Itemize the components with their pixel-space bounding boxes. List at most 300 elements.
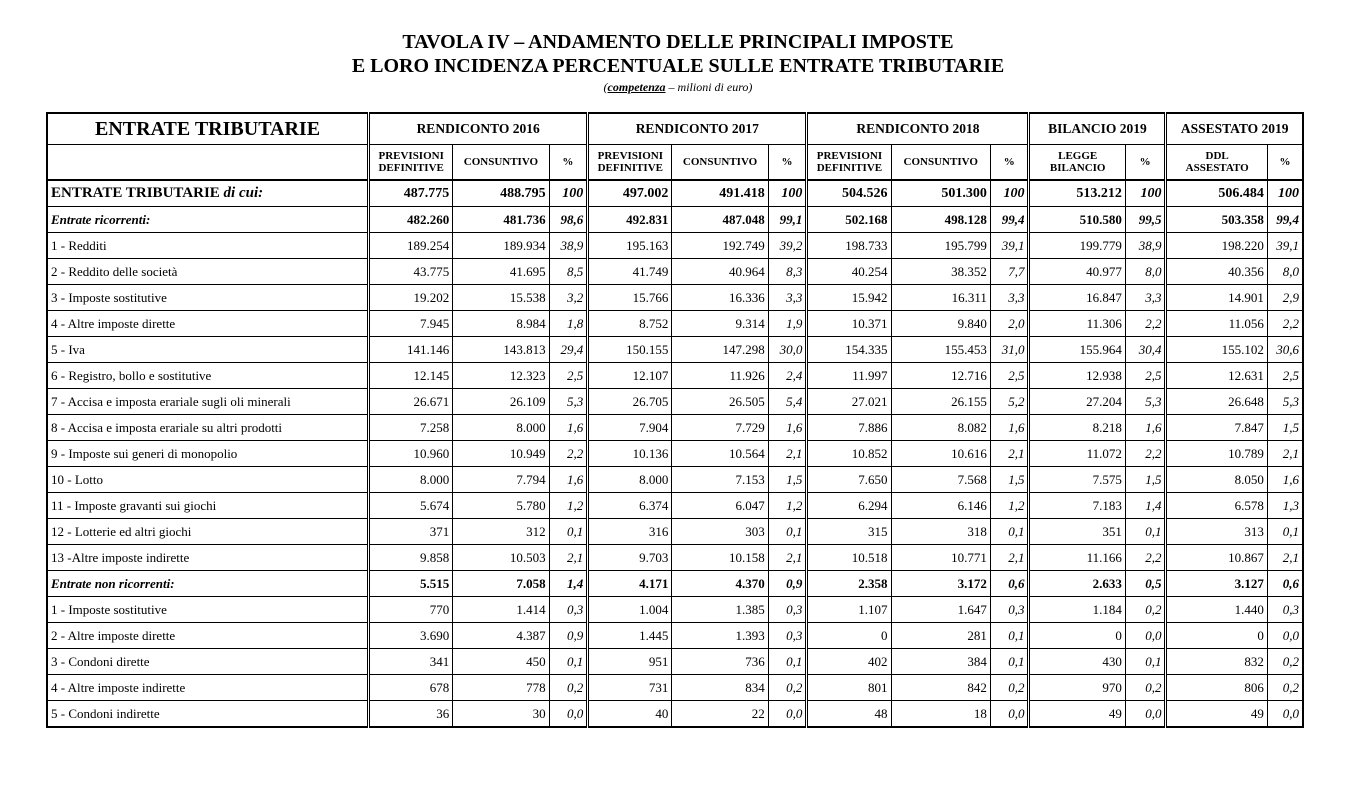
pct-cell: 1,6 — [549, 467, 588, 493]
value-cell: 155.102 — [1166, 337, 1267, 363]
value-cell: 1.004 — [588, 597, 672, 623]
pct-cell: 1,9 — [768, 311, 807, 337]
value-cell: 498.128 — [891, 207, 990, 233]
total-row — [47, 180, 1303, 207]
pct-cell: 0,2 — [1267, 675, 1303, 701]
value-cell: 736 — [672, 649, 768, 675]
value-cell: 38.352 — [891, 259, 990, 285]
value-cell: 11.072 — [1029, 441, 1125, 467]
value-cell: 14.901 — [1166, 285, 1267, 311]
header-previsioni: PREVISIONI DEFINITIVE — [369, 145, 453, 181]
pct-cell: 5,4 — [768, 389, 807, 415]
pct-cell: 0,1 — [1125, 519, 1166, 545]
value-cell: 8.050 — [1166, 467, 1267, 493]
pct-cell: 0,0 — [768, 701, 807, 728]
value-cell: 6.374 — [588, 493, 672, 519]
value-cell: 11.926 — [672, 363, 768, 389]
pct-cell: 0,2 — [768, 675, 807, 701]
pct-cell: 1,4 — [1125, 493, 1166, 519]
value-cell: 26.155 — [891, 389, 990, 415]
table-row — [47, 337, 1303, 363]
pct-cell: 1,5 — [990, 467, 1029, 493]
pct-cell: 3,3 — [768, 285, 807, 311]
value-cell: 1.184 — [1029, 597, 1125, 623]
value-cell: 15.538 — [453, 285, 549, 311]
pct-cell: 38,9 — [1125, 233, 1166, 259]
total-pct: 100 — [990, 180, 1029, 207]
value-cell: 10.616 — [891, 441, 990, 467]
header-pct: % — [1267, 145, 1303, 181]
table-row — [47, 415, 1303, 441]
value-cell: 492.831 — [588, 207, 672, 233]
pct-cell: 2,5 — [1267, 363, 1303, 389]
value-cell: 10.867 — [1166, 545, 1267, 571]
pct-cell: 2,1 — [768, 441, 807, 467]
value-cell: 1.385 — [672, 597, 768, 623]
header-group-bilancio-2019: BILANCIO 2019 — [1029, 113, 1166, 145]
value-cell: 41.695 — [453, 259, 549, 285]
header-previsioni: PREVISIONI DEFINITIVE — [588, 145, 672, 181]
value-cell: 778 — [453, 675, 549, 701]
value-cell: 384 — [891, 649, 990, 675]
value-cell: 806 — [1166, 675, 1267, 701]
pct-cell: 8,3 — [768, 259, 807, 285]
table-row — [47, 259, 1303, 285]
value-cell: 1.414 — [453, 597, 549, 623]
pct-cell: 2,2 — [1125, 545, 1166, 571]
value-cell: 189.254 — [369, 233, 453, 259]
pct-cell: 0,6 — [990, 571, 1029, 597]
pct-cell: 2,0 — [990, 311, 1029, 337]
row-label: 4 - Altre imposte indirette — [47, 675, 369, 701]
value-cell: 155.964 — [1029, 337, 1125, 363]
total-value: 506.484 — [1166, 180, 1267, 207]
pct-cell: 39,1 — [1267, 233, 1303, 259]
pct-cell: 31,0 — [990, 337, 1029, 363]
table-body — [47, 180, 1303, 727]
value-cell: 7.153 — [672, 467, 768, 493]
row-label: Entrate non ricorrenti: — [47, 571, 369, 597]
value-cell: 7.945 — [369, 311, 453, 337]
value-cell: 801 — [807, 675, 891, 701]
value-cell: 12.323 — [453, 363, 549, 389]
row-label: 4 - Altre imposte dirette — [47, 311, 369, 337]
value-cell: 7.568 — [891, 467, 990, 493]
value-cell: 19.202 — [369, 285, 453, 311]
pct-cell: 0,5 — [1125, 571, 1166, 597]
pct-cell: 8,0 — [1267, 259, 1303, 285]
pct-cell: 1,2 — [549, 493, 588, 519]
total-value: 504.526 — [807, 180, 891, 207]
total-value: 501.300 — [891, 180, 990, 207]
value-cell: 27.021 — [807, 389, 891, 415]
taxes-table — [46, 112, 1304, 728]
header-consuntivo: CONSUNTIVO — [672, 145, 768, 181]
pct-cell: 39,1 — [990, 233, 1029, 259]
header-legge-bilancio: LEGGE BILANCIO — [1029, 145, 1125, 181]
value-cell: 16.311 — [891, 285, 990, 311]
pct-cell: 2,1 — [1267, 441, 1303, 467]
value-cell: 43.775 — [369, 259, 453, 285]
value-cell: 8.000 — [369, 467, 453, 493]
value-cell: 12.938 — [1029, 363, 1125, 389]
pct-cell: 1,6 — [768, 415, 807, 441]
pct-cell: 0,3 — [768, 623, 807, 649]
pct-cell: 1,8 — [549, 311, 588, 337]
pct-cell: 0,9 — [549, 623, 588, 649]
row-label: 3 - Condoni dirette — [47, 649, 369, 675]
value-cell: 7.729 — [672, 415, 768, 441]
pct-cell: 2,9 — [1267, 285, 1303, 311]
pct-cell: 2,5 — [1125, 363, 1166, 389]
row-label: Entrate ricorrenti: — [47, 207, 369, 233]
header-pct: % — [1125, 145, 1166, 181]
value-cell: 10.503 — [453, 545, 549, 571]
value-cell: 147.298 — [672, 337, 768, 363]
value-cell: 27.204 — [1029, 389, 1125, 415]
pct-cell: 0,3 — [549, 597, 588, 623]
value-cell: 40.254 — [807, 259, 891, 285]
value-cell: 4.370 — [672, 571, 768, 597]
pct-cell: 7,7 — [990, 259, 1029, 285]
pct-cell: 0,1 — [768, 649, 807, 675]
pct-cell: 5,3 — [1125, 389, 1166, 415]
value-cell: 7.904 — [588, 415, 672, 441]
value-cell: 8.000 — [588, 467, 672, 493]
header-consuntivo: CONSUNTIVO — [891, 145, 990, 181]
value-cell: 351 — [1029, 519, 1125, 545]
value-cell: 11.306 — [1029, 311, 1125, 337]
header-group-assestato-2019: ASSESTATO 2019 — [1166, 113, 1303, 145]
header-group-2016: RENDICONTO 2016 — [369, 113, 588, 145]
value-cell: 26.671 — [369, 389, 453, 415]
value-cell: 16.847 — [1029, 285, 1125, 311]
total-pct: 100 — [768, 180, 807, 207]
pct-cell: 0,1 — [768, 519, 807, 545]
pct-cell: 2,5 — [990, 363, 1029, 389]
table-row — [47, 311, 1303, 337]
pct-cell: 99,1 — [768, 207, 807, 233]
value-cell: 49 — [1029, 701, 1125, 728]
pct-cell: 30,0 — [768, 337, 807, 363]
value-cell: 26.648 — [1166, 389, 1267, 415]
value-cell: 10.789 — [1166, 441, 1267, 467]
value-cell: 502.168 — [807, 207, 891, 233]
row-label: 3 - Imposte sostitutive — [47, 285, 369, 311]
value-cell: 7.886 — [807, 415, 891, 441]
value-cell: 40 — [588, 701, 672, 728]
value-cell: 8.000 — [453, 415, 549, 441]
pct-cell: 1,4 — [549, 571, 588, 597]
value-cell: 510.580 — [1029, 207, 1125, 233]
value-cell: 199.779 — [1029, 233, 1125, 259]
value-cell: 1.440 — [1166, 597, 1267, 623]
pct-cell: 2,2 — [549, 441, 588, 467]
value-cell: 6.294 — [807, 493, 891, 519]
total-pct: 100 — [1125, 180, 1166, 207]
value-cell: 18 — [891, 701, 990, 728]
header-group-2017: RENDICONTO 2017 — [588, 113, 807, 145]
value-cell: 7.650 — [807, 467, 891, 493]
value-cell: 5.780 — [453, 493, 549, 519]
pct-cell: 38,9 — [549, 233, 588, 259]
pct-cell: 0,2 — [549, 675, 588, 701]
total-label: ENTRATE TRIBUTARIE di cui: — [47, 180, 369, 207]
section-row — [47, 571, 1303, 597]
table-row — [47, 389, 1303, 415]
value-cell: 3.172 — [891, 571, 990, 597]
value-cell: 12.631 — [1166, 363, 1267, 389]
pct-cell: 0,1 — [1267, 519, 1303, 545]
pct-cell: 2,4 — [768, 363, 807, 389]
pct-cell: 0,0 — [1267, 623, 1303, 649]
row-label: 5 - Iva — [47, 337, 369, 363]
table-row — [47, 623, 1303, 649]
value-cell: 1.107 — [807, 597, 891, 623]
value-cell: 341 — [369, 649, 453, 675]
value-cell: 195.163 — [588, 233, 672, 259]
table-row — [47, 701, 1303, 728]
pct-cell: 1,6 — [1267, 467, 1303, 493]
pct-cell: 0,0 — [1125, 701, 1166, 728]
pct-cell: 0,6 — [1267, 571, 1303, 597]
pct-cell: 2,1 — [1267, 545, 1303, 571]
pct-cell: 99,4 — [1267, 207, 1303, 233]
pct-cell: 0,0 — [549, 701, 588, 728]
pct-cell: 2,1 — [990, 441, 1029, 467]
value-cell: 11.997 — [807, 363, 891, 389]
row-label: 11 - Imposte gravanti sui giochi — [47, 493, 369, 519]
value-cell: 951 — [588, 649, 672, 675]
value-cell: 482.260 — [369, 207, 453, 233]
value-cell: 12.716 — [891, 363, 990, 389]
value-cell: 48 — [807, 701, 891, 728]
value-cell: 6.047 — [672, 493, 768, 519]
value-cell: 26.505 — [672, 389, 768, 415]
value-cell: 10.136 — [588, 441, 672, 467]
value-cell: 192.749 — [672, 233, 768, 259]
value-cell: 155.453 — [891, 337, 990, 363]
value-cell: 834 — [672, 675, 768, 701]
value-cell: 1.393 — [672, 623, 768, 649]
value-cell: 10.371 — [807, 311, 891, 337]
value-cell: 281 — [891, 623, 990, 649]
row-label: 6 - Registro, bollo e sostitutive — [47, 363, 369, 389]
value-cell: 12.145 — [369, 363, 453, 389]
value-cell: 1.647 — [891, 597, 990, 623]
value-cell: 143.813 — [453, 337, 549, 363]
value-cell: 11.056 — [1166, 311, 1267, 337]
value-cell: 26.109 — [453, 389, 549, 415]
table-row — [47, 519, 1303, 545]
pct-cell: 2,1 — [768, 545, 807, 571]
value-cell: 9.858 — [369, 545, 453, 571]
total-pct: 100 — [549, 180, 588, 207]
pct-cell: 0,9 — [768, 571, 807, 597]
value-cell: 303 — [672, 519, 768, 545]
pct-cell: 2,2 — [1125, 311, 1166, 337]
pct-cell: 5,2 — [990, 389, 1029, 415]
header-previsioni: PREVISIONI DEFINITIVE — [807, 145, 891, 181]
row-label: 7 - Accisa e imposta erariale sugli oli minerali — [47, 389, 369, 415]
pct-cell: 0,2 — [1125, 675, 1166, 701]
value-cell: 9.314 — [672, 311, 768, 337]
value-cell: 8.752 — [588, 311, 672, 337]
pct-cell: 30,4 — [1125, 337, 1166, 363]
value-cell: 40.964 — [672, 259, 768, 285]
row-label: 9 - Imposte sui generi di monopolio — [47, 441, 369, 467]
value-cell: 10.852 — [807, 441, 891, 467]
value-cell: 0 — [1166, 623, 1267, 649]
pct-cell: 1,6 — [1125, 415, 1166, 441]
value-cell: 15.942 — [807, 285, 891, 311]
value-cell: 970 — [1029, 675, 1125, 701]
pct-cell: 5,3 — [549, 389, 588, 415]
table-row — [47, 597, 1303, 623]
value-cell: 1.445 — [588, 623, 672, 649]
pct-cell: 0,1 — [549, 649, 588, 675]
value-cell: 8.218 — [1029, 415, 1125, 441]
value-cell: 3.127 — [1166, 571, 1267, 597]
pct-cell: 1,6 — [549, 415, 588, 441]
section-row — [47, 207, 1303, 233]
row-label: 1 - Imposte sostitutive — [47, 597, 369, 623]
row-label: 8 - Accisa e imposta erariale su altri prodotti — [47, 415, 369, 441]
pct-cell: 0,3 — [1267, 597, 1303, 623]
value-cell: 503.358 — [1166, 207, 1267, 233]
table-row — [47, 233, 1303, 259]
value-cell: 371 — [369, 519, 453, 545]
pct-cell: 1,5 — [1267, 415, 1303, 441]
pct-cell: 0,3 — [768, 597, 807, 623]
header-blank — [47, 145, 369, 181]
value-cell: 8.082 — [891, 415, 990, 441]
value-cell: 49 — [1166, 701, 1267, 728]
value-cell: 11.166 — [1029, 545, 1125, 571]
value-cell: 5.674 — [369, 493, 453, 519]
header-pct: % — [990, 145, 1029, 181]
value-cell: 9.840 — [891, 311, 990, 337]
value-cell: 4.171 — [588, 571, 672, 597]
value-cell: 7.794 — [453, 467, 549, 493]
value-cell: 318 — [891, 519, 990, 545]
pct-cell: 3,3 — [1125, 285, 1166, 311]
value-cell: 10.564 — [672, 441, 768, 467]
value-cell: 3.690 — [369, 623, 453, 649]
pct-cell: 0,2 — [990, 675, 1029, 701]
value-cell: 2.358 — [807, 571, 891, 597]
header-row-columns — [47, 145, 1303, 181]
table-row — [47, 545, 1303, 571]
value-cell: 198.733 — [807, 233, 891, 259]
value-cell: 313 — [1166, 519, 1267, 545]
header-pct: % — [549, 145, 588, 181]
value-cell: 36 — [369, 701, 453, 728]
value-cell: 195.799 — [891, 233, 990, 259]
total-value: 487.775 — [369, 180, 453, 207]
pct-cell: 2,1 — [990, 545, 1029, 571]
pct-cell: 0,1 — [990, 649, 1029, 675]
pct-cell: 3,3 — [990, 285, 1029, 311]
value-cell: 12.107 — [588, 363, 672, 389]
value-cell: 40.356 — [1166, 259, 1267, 285]
table-row — [47, 363, 1303, 389]
value-cell: 7.847 — [1166, 415, 1267, 441]
header-pct: % — [768, 145, 807, 181]
pct-cell: 2,1 — [549, 545, 588, 571]
table-row — [47, 285, 1303, 311]
value-cell: 487.048 — [672, 207, 768, 233]
pct-cell: 39,2 — [768, 233, 807, 259]
page-title-line2: E LORO INCIDENZA PERCENTUALE SULLE ENTRATE TRIBUTARIE — [351, 55, 1005, 77]
value-cell: 316 — [588, 519, 672, 545]
header-ddl-assestato: DDL ASSESTATO — [1166, 145, 1267, 181]
row-label: 10 - Lotto — [47, 467, 369, 493]
table-row — [47, 467, 1303, 493]
value-cell: 10.960 — [369, 441, 453, 467]
value-cell: 450 — [453, 649, 549, 675]
pct-cell: 1,3 — [1267, 493, 1303, 519]
subtitle-bold: competenza — [607, 80, 666, 94]
table-row — [47, 441, 1303, 467]
total-value: 488.795 — [453, 180, 549, 207]
pct-cell: 2,2 — [1125, 441, 1166, 467]
value-cell: 26.705 — [588, 389, 672, 415]
value-cell: 154.335 — [807, 337, 891, 363]
value-cell: 6.578 — [1166, 493, 1267, 519]
pct-cell: 99,5 — [1125, 207, 1166, 233]
page-subtitle: (competenza – milioni di euro) — [603, 80, 753, 94]
pct-cell: 30,6 — [1267, 337, 1303, 363]
pct-cell: 1,5 — [1125, 467, 1166, 493]
pct-cell: 3,2 — [549, 285, 588, 311]
value-cell: 8.984 — [453, 311, 549, 337]
pct-cell: 98,6 — [549, 207, 588, 233]
pct-cell: 0,1 — [549, 519, 588, 545]
pct-cell: 0,3 — [990, 597, 1029, 623]
value-cell: 842 — [891, 675, 990, 701]
value-cell: 2.633 — [1029, 571, 1125, 597]
value-cell: 315 — [807, 519, 891, 545]
pct-cell: 0,1 — [1125, 649, 1166, 675]
pct-cell: 1,5 — [768, 467, 807, 493]
value-cell: 15.766 — [588, 285, 672, 311]
value-cell: 7.258 — [369, 415, 453, 441]
pct-cell: 0,0 — [990, 701, 1029, 728]
value-cell: 6.146 — [891, 493, 990, 519]
value-cell: 312 — [453, 519, 549, 545]
value-cell: 481.736 — [453, 207, 549, 233]
pct-cell: 0,2 — [1125, 597, 1166, 623]
value-cell: 430 — [1029, 649, 1125, 675]
value-cell: 10.158 — [672, 545, 768, 571]
pct-cell: 1,6 — [990, 415, 1029, 441]
value-cell: 10.949 — [453, 441, 549, 467]
value-cell: 770 — [369, 597, 453, 623]
value-cell: 16.336 — [672, 285, 768, 311]
total-value: 491.418 — [672, 180, 768, 207]
row-label: 2 - Altre imposte dirette — [47, 623, 369, 649]
row-label: 2 - Reddito delle società — [47, 259, 369, 285]
pct-cell: 8,0 — [1125, 259, 1166, 285]
value-cell: 189.934 — [453, 233, 549, 259]
pct-cell: 1,2 — [768, 493, 807, 519]
header-group-2018: RENDICONTO 2018 — [807, 113, 1029, 145]
row-label: 13 -Altre imposte indirette — [47, 545, 369, 571]
pct-cell: 1,2 — [990, 493, 1029, 519]
header-consuntivo: CONSUNTIVO — [453, 145, 549, 181]
pct-cell: 99,4 — [990, 207, 1029, 233]
